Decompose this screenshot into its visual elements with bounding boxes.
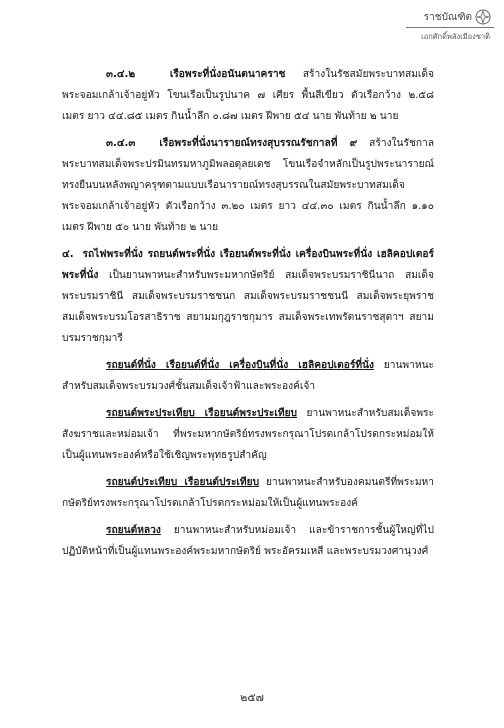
definition-privy-council-vehicles <box>62 472 434 514</box>
definition-body: ยานพาหนะสำหรับสมเด็จพระสังฆราชและหม่อมเจ้า ที่พระมหากษัตริย์ทรงพระกรุณาโปรดเกล้าโปรดกระหม่อมให้เป็นผู้แทนพระองค์หรือใช้เชิญพระพุทธรูปสำคัญ <box>62 408 434 461</box>
section-body: เป็นยานพาหนะสำหรับพระมหากษัตริย์ สมเด็จพระบรมราชินีนาถ สมเด็จพระบรมราชินี สมเด็จพระบรมราชชนก สมเด็จพระบรมราชชนนี สมเด็จพระยุพราช สมเด็จพระบรมโอรสาธิราช สยามมกุฎราชกุมาร สมเด็จพระเทพรัตนราชสุดาฯ สยามบรมราชกุมารี <box>62 270 434 344</box>
definition-royal-representative-vehicles <box>62 403 434 466</box>
definition-body: ยานพาหนะสำหรับหม่อมเจ้า และข้าราชการชั้นผู้ใหญ่ที่ไปปฏิบัติหน้าที่เป็นผู้แทนพระองค์พระมหากษัตริย์ พระอัครมเหสี และพระบรมวงศานุวงศ์ <box>62 525 434 557</box>
section-number: ๔. <box>62 249 74 260</box>
section-3-4-3 <box>62 133 434 238</box>
section-number: ๓.๔.๓ <box>106 138 136 149</box>
section-title: เรือพระที่นั่งอนันตนาคราช <box>169 69 286 80</box>
section-body: สร้างในรัชสมัยพระบาทสมเด็จพระจอมเกล้าเจ้าอยู่หัว โขนเรือเป็นรูปนาค ๗ เศียร พื้นสีเขียว ตัวเรือกว้าง ๒.๕๘ เมตร ยาว ๔๔.๘๕ เมตร กินน้ำลึก ๐.๘๗ เมตร ฝีพาย ๕๔ นาย พันท้าย ๒ นาย <box>62 69 434 122</box>
definition-term: รถยนต์ประเทียบ เรือยนต์ประเทียบ <box>106 477 260 488</box>
definition-term: รถยนต์พระประเทียบ เรือยนต์พระประเทียบ <box>106 408 298 419</box>
section-3-4-2 <box>62 64 434 127</box>
definition-official-vehicles <box>62 520 434 562</box>
definition-body: ยานพาหนะสำหรับองคมนตรีที่พระมหากษัตริย์ทรงพระกรุณาโปรดเกล้าโปรดกระหม่อมให้เป็นผู้แทนพระองค์ <box>62 477 434 509</box>
definition-term: รถยนต์หลวง <box>106 525 161 536</box>
document-body <box>62 64 434 568</box>
logo-title: ราชบัณฑิต <box>423 12 472 23</box>
royal-institute-emblem-icon <box>474 8 492 26</box>
logo-subtitle: เอกศักดิ์พลังเมืองชาติ <box>421 32 490 41</box>
section-title: รถไฟพระที่นั่ง รถยนต์พระที่นั่ง เรือยนต์พระที่นั่ง เครื่องบินพระที่นั่ง เฮลิคอปเตอร์พระที่นั่ง <box>62 249 434 281</box>
header-logo <box>398 8 494 48</box>
section-4 <box>62 244 434 349</box>
logo-divider <box>406 27 494 28</box>
definition-royal-family-vehicles <box>62 355 434 397</box>
definition-term: รถยนต์ที่นั่ง เรือยนต์ที่นั่ง เครื่องบินที่นั่ง เฮลิคอปเตอร์ที่นั่ง <box>106 360 374 371</box>
section-number: ๓.๔.๒ <box>106 69 136 80</box>
page-number: ๒๕๗ <box>240 691 264 704</box>
definition-body: ยานพาหนะสำหรับสมเด็จพระบรมวงศ์ชั้นสมเด็จเจ้าฟ้าและพระองค์เจ้า <box>62 360 435 392</box>
section-title: เรือพระที่นั่งนารายณ์ทรงสุบรรณรัชกาลที่ ๙ <box>159 138 358 149</box>
section-body: สร้างในรัชกาลพระบาทสมเด็จพระปรมินทรมหาภูมิพลอดุลยเดช โขนเรือจำหลักเป็นรูปพระนารายณ์ทรงยืนบนหลังพญาครุฑตามแบบเรือนารายณ์ทรงสุบรรณในสมัยพระบาทสมเด็จพระจอมเกล้าเจ้าอยู่หัว ตัวเรือกว้าง ๓.๒๐ เมตร ยาว ๔๔.๓๐ เมตร กินน้ำลึก ๑.๑๐ เมตร ฝีพาย ๕๐ นาย พันท้าย ๒ นาย <box>62 138 435 233</box>
